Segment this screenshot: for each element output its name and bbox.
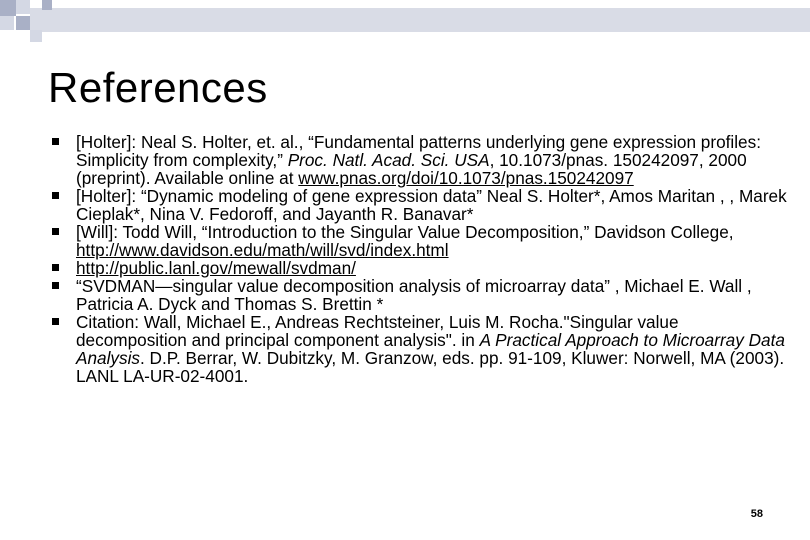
reference-list [52, 133, 792, 385]
reference-text: [Will]: Todd Will, “Introduction to the Singular Value Decomposition,” Davidson College, [76, 222, 734, 242]
bullet-icon [52, 138, 59, 145]
reference-item [52, 259, 792, 277]
corner-square [42, 0, 52, 10]
reference-text: [Holter]: Neal S. Holter, et. al., “Fundamental patterns underlying gene expression profiles: Simplicity from complexity,” [76, 132, 761, 170]
reference-text: “SVDMAN—singular value decomposition analysis of microarray data” , Michael E. Wall , Patricia A. Dyck and Thomas S. Brettin * [76, 276, 752, 314]
bullet-icon [52, 228, 59, 235]
corner-square [0, 16, 14, 30]
bullet-icon [52, 318, 59, 325]
corner-square [16, 16, 30, 30]
reference-item [52, 133, 792, 187]
reference-link[interactable]: http://public.lanl.gov/mewall/svdman/ [76, 258, 356, 278]
reference-link[interactable]: www.pnas.org/doi/10.1073/pnas.150242097 [298, 168, 634, 188]
reference-item [52, 277, 792, 313]
bullet-icon [52, 264, 59, 271]
reference-item [52, 313, 792, 385]
journal-name: Proc. Natl. Acad. Sci. USA [287, 150, 490, 170]
reference-text: Citation: Wall, Michael E., Andreas Rechtsteiner, Luis M. Rocha."Singular value decomposition and principal component analysis". in [76, 312, 679, 350]
reference-text: , 10.1073/pnas. 150242097, 2000 (preprint). Available online at [76, 150, 747, 188]
reference-text: . D.P. Berrar, W. Dubitzky, M. Granzow, eds. pp. 91-109, Kluwer: Norwell, MA (2003). LANL LA-UR-02-4001. [76, 348, 785, 386]
bullet-icon [52, 192, 59, 199]
book-title: A Practical Approach to Microarray Data Analysis [76, 330, 785, 368]
reference-link[interactable]: http://www.davidson.edu/math/will/svd/index.html [76, 240, 449, 260]
corner-square [0, 0, 16, 16]
reference-item [52, 187, 792, 223]
slide-title: References [48, 64, 268, 111]
reference-text: [Holter]: “Dynamic modeling of gene expression data” Neal S. Holter*, Amos Maritan , , Marek Cieplak*, Nina V. Fedoroff, and Jayanth R. Banavar* [76, 186, 787, 224]
page-number: 58 [750, 508, 763, 520]
reference-item [52, 223, 792, 259]
header-bar [30, 8, 810, 32]
bullet-icon [52, 282, 59, 289]
corner-square [30, 30, 42, 42]
corner-square [16, 0, 30, 14]
